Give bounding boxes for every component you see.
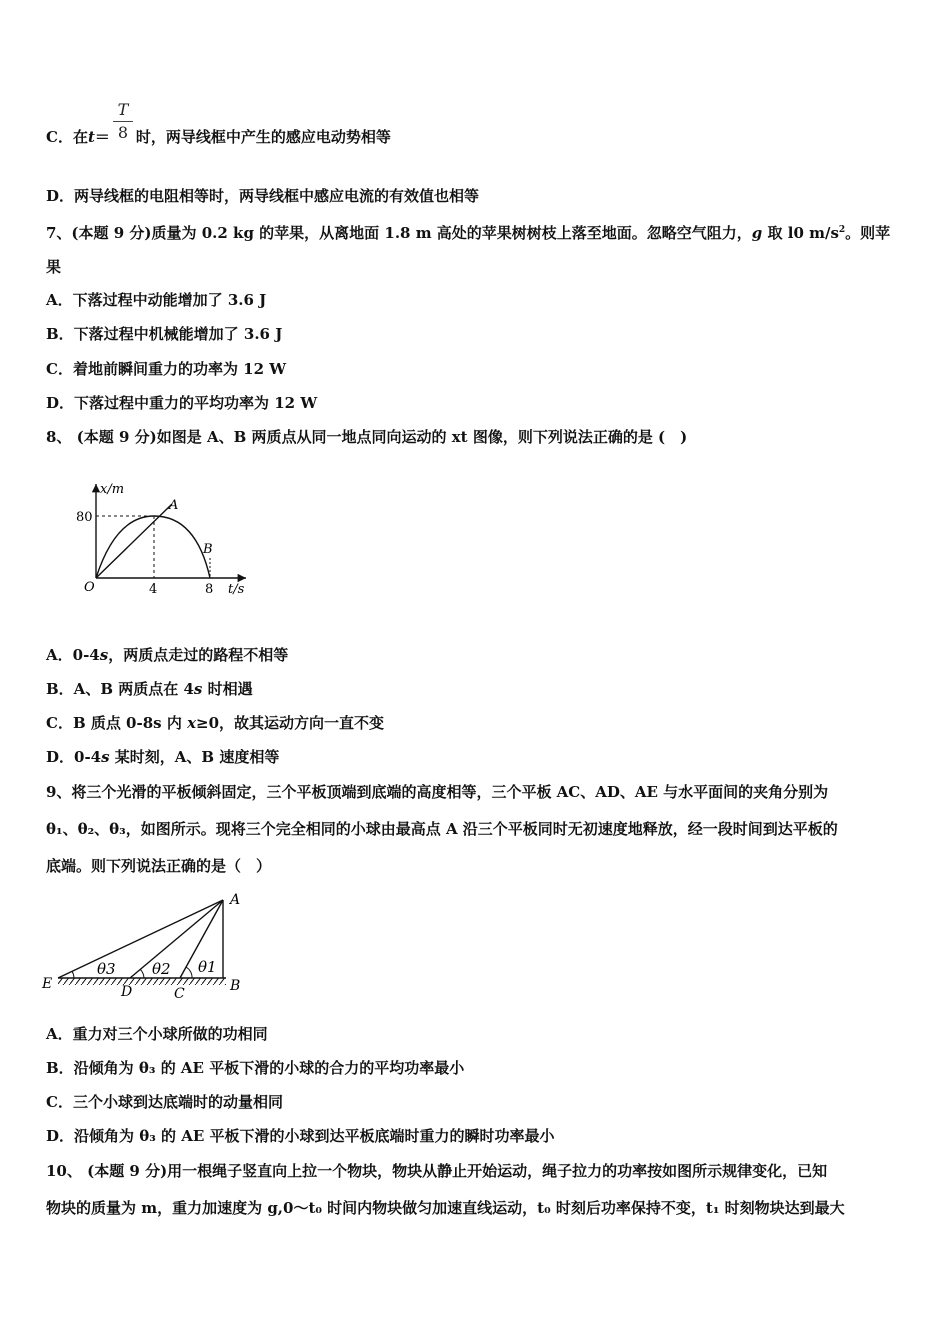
- series-b-curve: [96, 516, 210, 578]
- q6-option-c-prefix: C．在: [46, 128, 88, 146]
- fraction-numerator: T: [117, 100, 129, 119]
- q6-option-d: D．两导线框的电阻相等时，两导线框中感应电流的有效值也相等: [46, 187, 480, 205]
- q7-stem-sup: 2: [838, 225, 846, 235]
- q7-option-d: D．下落过程中重力的平均功率为 12 W: [46, 394, 318, 412]
- angle-theta3: θ3: [97, 960, 116, 978]
- label-e: E: [42, 976, 53, 992]
- label-b: B: [203, 542, 213, 557]
- label-b: B: [230, 978, 241, 994]
- angle-theta2: θ2: [152, 960, 171, 978]
- q9-inclined-planes-figure: [40, 888, 260, 1000]
- q9-option-d: D．沿倾角为 θ₃ 的 AE 平板下滑的小球到达平板底端时重力的瞬时功率最小: [46, 1127, 555, 1145]
- q8-option-c-pre: C．B 质点 0-8s 内: [46, 714, 188, 732]
- q8-option-d-pre: D．0-4: [46, 748, 102, 766]
- q8-option-b-s: s: [193, 680, 203, 698]
- origin-label: O: [84, 580, 95, 595]
- angle-theta1: θ1: [198, 958, 217, 976]
- q10-stem-line1: 10、 (本题 9 分)用一根绳子竖直向上拉一个物块，物块从静止开始运动，绳子拉力的功率按如图所示规律变化，已知: [46, 1162, 828, 1180]
- q8-option-d-post: 某时刻，A、B 速度相等: [109, 748, 280, 766]
- y-tick-80: 80: [76, 510, 93, 525]
- q8-option-b-post: 时相遇: [202, 680, 253, 698]
- angle-arc-c: [186, 967, 192, 978]
- q7-stem-b: 取 l0 m/s: [762, 224, 839, 242]
- q9-stem-line2: θ₁、θ₂、θ₃，如图所示。现将三个完全相同的小球由最高点 A 沿三个平板同时无初速度地释放，经一段时间到达平板的: [46, 820, 838, 838]
- q7-option-a: A．下落过程中动能增加了 3.6 J: [46, 291, 267, 309]
- fraction-bar: [113, 121, 133, 122]
- q7-stem: [46, 220, 890, 243]
- q6-option-c-text: 时，两导线框中产生的感应电动势相等: [135, 128, 391, 146]
- label-c: C: [174, 986, 185, 1000]
- q8-option-d-s: s: [101, 748, 110, 766]
- q10-stem-line2: 物块的质量为 m，重力加速度为 g,0～t₀ 时间内物块做匀加速直线运动，t₀ 时刻后功率保持不变，t₁ 时刻物块达到最大: [46, 1199, 845, 1217]
- q8-option-b-pre: B．A、B 两质点在 4: [46, 680, 194, 698]
- q7-stem-line2: 果: [46, 258, 62, 276]
- q9-option-b: B．沿倾角为 θ₃ 的 AE 平板下滑的小球的合力的平均功率最小: [46, 1059, 465, 1077]
- q8-option-a-s: s: [99, 646, 109, 664]
- q6-option-c: [46, 127, 391, 147]
- q6-option-c-t: t: [87, 128, 95, 146]
- x-axis-label: t/s: [228, 582, 245, 597]
- q9-option-c: C．三个小球到达底端时的动量相同: [46, 1093, 283, 1111]
- q9-option-a: A．重力对三个小球所做的功相同: [46, 1025, 268, 1043]
- q9-stem-line1: 9、将三个光滑的平板倾斜固定，三个平板顶端到底端的高度相等，三个平板 AC、AD、AE 与水平面间的夹角分别为: [46, 783, 829, 801]
- label-d: D: [121, 984, 133, 1000]
- y-axis-label: x/m: [100, 482, 125, 497]
- q8-stem: 8、 (本题 9 分)如图是 A、B 两质点从同一地点同向运动的 xt 图像，则下列说法正确的是 ( ): [46, 428, 688, 446]
- angle-arc-d: [140, 969, 144, 978]
- q7-option-b: B．下落过程中机械能增加了 3.6 J: [46, 325, 283, 343]
- q7-stem-g: g: [751, 224, 763, 242]
- q8-option-a: [46, 645, 288, 665]
- angle-arc-e: [72, 971, 74, 978]
- q8-xt-graph: [76, 478, 256, 602]
- x-tick-8: 8: [205, 582, 214, 597]
- q8-option-c-post: ≥0，故其运动方向一直不变: [196, 714, 385, 732]
- q9-stem-line3: 底端。则下列说法正确的是（ ）: [46, 857, 272, 875]
- x-tick-4: 4: [149, 582, 158, 597]
- label-a: A: [169, 498, 179, 513]
- q6-option-c-equals: ＝: [94, 128, 110, 146]
- fraction-denominator: 8: [117, 123, 129, 142]
- q7-stem-c: 。则苹: [845, 224, 891, 242]
- q7-stem-a: 7、(本题 9 分)质量为 0.2 kg 的苹果，从离地面 1.8 m 高处的苹果树树枝上落至地面。忽略空气阻力，: [46, 224, 752, 242]
- q8-option-c-x: x: [187, 714, 197, 732]
- q7-option-c: C．着地前瞬间重力的功率为 12 W: [46, 360, 287, 378]
- label-a: A: [230, 892, 241, 908]
- ground-hatch: [58, 978, 226, 985]
- q8-option-b: [46, 679, 253, 699]
- q8-option-c: [46, 713, 384, 733]
- q8-option-d: [46, 747, 279, 767]
- series-a-line: [96, 504, 172, 578]
- q8-option-a-pre: A．0-4: [46, 646, 100, 664]
- q8-option-a-post: ，两质点走过的路程不相等: [108, 646, 289, 664]
